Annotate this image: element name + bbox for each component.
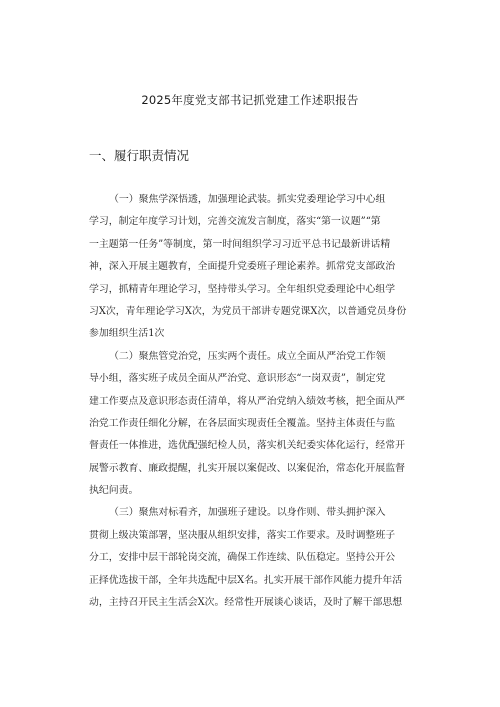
paragraph-line: 学习，抓精青年理论学习，坚持带头学习。全年组织党委理论中心组学: [89, 283, 396, 295]
paragraph-line: 一主题第一任务”等制度，第一时间组织学习习近平总书记最新讲话精: [89, 238, 391, 250]
body-text: [89, 189, 419, 614]
paragraph-line: 建工作要点及意识形态责任清单，将从严治党纳入绩效考核，把全面从严: [89, 395, 406, 407]
paragraph-line: 动，主持召开民主生活会X次。经常性开展谈心谈话，及时了解干部思想: [89, 597, 403, 609]
paragraph-line: 神，深入开展主题教育，全面提升党委班子理论素养。抓常党支部政治: [89, 261, 396, 273]
paragraph-line: 治党工作责任细化分解，在各层面实现责任全覆盖。坚持主体责任与监: [89, 417, 396, 429]
paragraph-line: （三）聚焦对标看齐，加强班子建设。以身作则、带头拥护深入: [109, 507, 386, 519]
paragraph-line: （二）聚焦管党治党，压实两个责任。成立全面从严治党工作领: [109, 350, 386, 362]
document-title: 2025年度党支部书记抓党建工作述职报告: [141, 93, 359, 107]
paragraph-line: 参加组织生活1次: [89, 328, 165, 340]
paragraph-line: 分工，安排中层干部轮岗交流，确保工作连续、队伍稳定。坚持公开公: [89, 552, 396, 564]
paragraph-line: 贯彻上级决策部署，坚决服从组织安排，落实工作要求。及时调整班子: [89, 529, 396, 541]
paragraph-line: 习X次，青年理论学习X次，为党员干部讲专题党课X次，以普通党员身份: [89, 305, 407, 317]
section-heading: 一、履行职责情况: [89, 148, 190, 163]
paragraph-line: 执纪问责。: [89, 485, 139, 497]
paragraph-line: （一）聚焦学深悟透，加强理论武装。抓实党委理论学习中心组: [109, 194, 386, 205]
paragraph-line: 学习，制定年度学习计划，完善交流发言制度，落实“第一议题”“第: [89, 216, 381, 228]
paragraph-line: 督责任一体推进，选优配强纪检人员，落实机关纪委实体化运行，经常开: [89, 440, 406, 452]
paragraph-line: 导小组，落实班子成员全面从严治党、意识形态“一岗双责”，制定党: [89, 373, 386, 385]
paragraph-line: 展警示教育、廉政提醒，扎实开展以案促改、以案促治，常态化开展监督: [89, 462, 406, 474]
paragraph-line: 正择优选拔干部，全年共选配中层X名。扎实开展干部作风能力提升年活: [89, 574, 403, 586]
